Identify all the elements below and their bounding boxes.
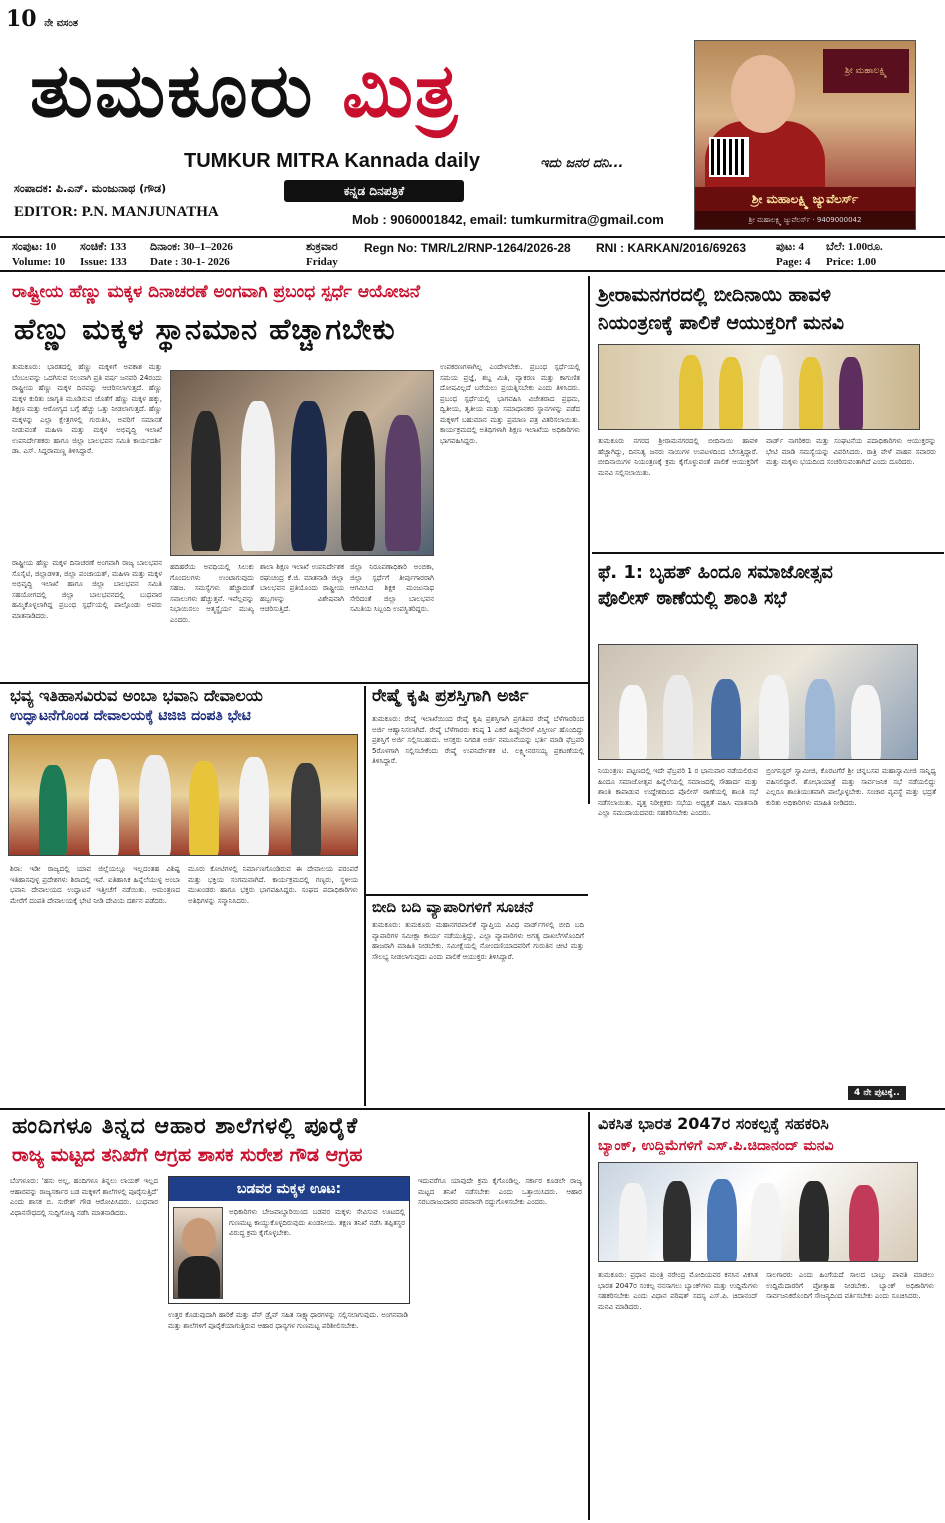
street-vendor-article[interactable]	[370, 898, 586, 1106]
person-figure	[291, 401, 327, 551]
issue-info-bar	[0, 236, 945, 272]
title-red: ಮಿತ್ರ	[342, 48, 460, 134]
viksit-column-1: ತುಮಕೂರು: ಪ್ರಧಾನ ಮಂತ್ರಿ ನರೇಂದ್ರ ಮೋದಿಯವರ ಕನಸಿನ ವಿಕಸಿತ ಭಾರತ 2047ರ ಸಂಕಲ್ಪ ನನಸಾಗಲು ಬ್ಯಾಂಕ್‌ಗಳು ಮತ್ತು ಉದ್ದಿಮೆಗಳು ಸಹಕರಿಸಬೇಕು ಎಂದು ವಿಧಾನ ಪರಿಷತ್ ಸದಸ್ಯ ಎಸ್.ಪಿ. ಚಿದಾನಂದ್ ಮನವಿ ಮಾಡಿದರು.	[598, 1271, 758, 1311]
lead-bottom-2: ಶಾಲಾ ಶಿಕ್ಷಣ ಇಲಾಖೆ ಉಪನಿರ್ದೇಶಕ ರಘುಚಂದ್ರ ಕೆ.ಜಿ. ಮಾತನಾಡಿ ಜಿಲ್ಲಾ ಬಾಲಭವನ ಪ್ರತಿಯೊಂದು ರಾಷ್ಟ್ರೀಯ ಹಬ್ಬಗಳನ್ನು ವಿಶೇಷವಾಗಿ ಆಚರಿಸುತ್ತಿದೆ.	[260, 563, 344, 613]
kn-price: ಬೆಲೆ: 1.00ರೂ.	[826, 241, 883, 253]
title-black: ತುಮಕೂರು	[30, 48, 315, 134]
stray-dog-headline-1: ಶ್ರೀರಾಮನಗರದಲ್ಲಿ ಬೀದಿನಾಯಿ ಹಾವಳಿ	[598, 284, 831, 306]
temple-photo	[8, 734, 358, 856]
qr-code-icon	[709, 137, 749, 177]
volume-number: 10	[6, 6, 37, 32]
tagline: ಇದು ಜನರ ದನಿ...	[540, 156, 624, 171]
school-food-column-1: ಬೆಂಗಳೂರು: 'ಹಸು ಅಲ್ಲ, ಹಂದಿಗಳೂ ತಿನ್ನಲು ಲಾಯಕ್ ಇಲ್ಲದ ಆಹಾರವನ್ನು ರಾಜ್ಯಸರ್ಕಾರ ಬಡ ಮಕ್ಕಳಿಗೆ ಶಾಲೆಗಳಲ್ಲಿ ಪೂರೈಸುತ್ತಿದೆ' ಎಂದು ಶಾಸಕ ಬಿ. ಸುರೇಶ್ ಗೌಡ ಆರೋಪಿಸಿದರು. ಬುಧವಾರ ವಿಧಾನಸೌಧದಲ್ಲಿ ಸುದ್ದಿಗೋಷ್ಠಿ ನಡೆಸಿ ಮಾತನಾಡಿದರು.	[10, 1177, 158, 1217]
person-figure	[139, 755, 171, 856]
rni-number: RNI : KARKAN/2016/69263	[596, 241, 747, 255]
school-food-column-2: ಉತ್ತರ ಕೊಡುವುದಾಗಿ ಹಾರಿಕೆ ಮತ್ತು ಪೆನ್ ಡ್ರೈವ್ ಸಹಿತ ಸಾಕ್ಷ್ಯಾಧಾರಗಳನ್ನು ಸಲ್ಲಿಸಲಾಗುವುದು. ಅಂಗನವಾಡಿ ಮತ್ತು ಶಾಲೆಗಳಿಗೆ ಪೂರೈಕೆಯಾಗುತ್ತಿರುವ ಆಹಾರ ಧಾನ್ಯಗಳ ಗುಣಮಟ್ಟ ಪರಿಶೀಲಿಸಬೇಕು.	[168, 1311, 408, 1330]
kn-day: ಶುಕ್ರವಾರ	[306, 241, 338, 253]
legislator-photo	[173, 1207, 223, 1299]
editor-kannada: ಸಂಪಾದಕ: ಪಿ.ಎನ್. ಮಂಜುನಾಥ (ಗೌಡ)	[14, 182, 167, 195]
lead-photo	[170, 370, 434, 556]
en-page: Page: 4	[776, 256, 811, 268]
en-date: Date : 30-1- 2026	[150, 256, 230, 268]
registration-number: Regn No: TMR/L2/RNP-1264/2026-28	[364, 241, 571, 255]
temple-headline-2: ಉದ್ಘಾಟನೆಗೊಂಡ ದೇವಾಲಯಕ್ಕೆ ಟಿಜಿಜಿ ದಂಪತಿ ಭೇಟಿ	[10, 708, 251, 724]
peace-meeting-headline-2: ಪೊಲೀಸ್ ಠಾಣೆಯಲ್ಲಿ ಶಾಂತಿ ಸಭೆ	[598, 588, 787, 609]
stray-dog-article[interactable]	[594, 276, 940, 458]
temple-headline-1: ಭವ್ಯ ಇತಿಹಾಸವಿರುವ ಅಂಬಾ ಭವಾನಿ ದೇವಾಲಯ	[10, 686, 263, 705]
en-volume: Volume: 10	[12, 256, 66, 268]
stray-dog-column-2: ವಾರ್ಡ್ ನಾಗರಿಕರು ಮತ್ತು ಸಂಘಟನೆಯ ಪದಾಧಿಕಾರಿಗಳು ಆಯುಕ್ತರನ್ನು ಭೇಟಿ ಮಾಡಿ ಸಮಸ್ಯೆಯನ್ನು ವಿವರಿಸಿದರು. ರಾತ್ರಿ ವೇಳೆ ವಾಹನ ಸವಾರರು ಮತ್ತು ಮಕ್ಕಳು ಭಯದಿಂದ ಸಂಚರಿಸುವಂತಾಗಿದೆ ಎಂದು ದೂರಿದರು.	[766, 437, 936, 466]
school-food-inset	[168, 1176, 410, 1304]
person-figure	[619, 685, 647, 760]
person-figure	[241, 401, 275, 551]
person-figure	[89, 759, 119, 856]
person-figure	[799, 1181, 829, 1262]
peace-meeting-photo	[598, 644, 918, 760]
person-figure	[849, 1185, 879, 1262]
viksit-headline-1: ವಿಕಸಿತ ಭಾರತ 2047ರ ಸಂಕಲ್ಪಕ್ಕೆ ಸಹಕರಿಸಿ	[598, 1114, 829, 1133]
lead-kicker: ರಾಷ್ಟ್ರೀಯ ಹೆಣ್ಣು ಮಕ್ಕಳ ದಿನಾಚರಣೆ ಅಂಗವಾಗಿ ಪ್ರಬಂಧ ಸ್ಪರ್ಧೆ ಆಯೋಜನೆ	[12, 282, 420, 302]
person-figure	[851, 685, 881, 760]
person-figure	[189, 761, 219, 856]
person-figure	[759, 355, 783, 430]
temple-column-2: ಮೂರು ಕೋಟಿಗಳಲ್ಲಿ ನಿರ್ಮಾಣಗೊಂಡಿರುವ ಈ ದೇವಾಲಯ ಪರಂಪರೆ ಮತ್ತು ಭಕ್ತಿಯ ಸಂಗಮವಾಗಿದೆ. ಕಾರ್ಯಕ್ರಮದಲ್ಲಿ ಗಣ್ಯರು, ಸ್ಥಳೀಯ ಮುಖಂಡರು ಹಾಗೂ ಭಕ್ತರು ಭಾಗವಹಿಸಿದ್ದರು. ಸಂಘದ ಪದಾಧಿಕಾರಿಗಳು ಅತಿಥಿಗಳನ್ನು ಸನ್ಮಾನಿಸಿದರು.	[188, 865, 358, 905]
section-divider	[366, 894, 588, 896]
section-divider	[592, 552, 944, 554]
viksit-photo	[598, 1162, 918, 1262]
subtitle-english: TUMKUR MITRA Kannada daily	[184, 150, 480, 172]
lead-headline: ಹೆಣ್ಣು ಮಕ್ಕಳ ಸ್ಥಾನಮಾನ ಹೆಚ್ಚಾಗಬೇಕು	[14, 312, 396, 346]
lead-article[interactable]	[0, 276, 586, 680]
person-figure	[805, 679, 835, 760]
person-figure	[291, 763, 321, 856]
lead-column-3: ಉಪಕರಣಗಳಾಗಿಲ್ಲ ಎಂದೇಳಬೇಕು. ಪ್ರಬಂಧ ಸ್ಪರ್ಧೆಯಲ್ಲಿ ಸಮಯ ಪ್ರಜ್ಞೆ, ಶಬ್ದ ಮಿತಿ, ವ್ಯಾಕರಣ ಮತ್ತು ಕಾಗುಣಿತ ದೋಷವಿಲ್ಲದೆ ಬರೆಯಲು ಪ್ರಯತ್ನಿಸಬೇಕು ಎಂದು ತಿಳಿಸಿದರು. ಪ್ರಬಂಧ ಸ್ಪರ್ಧೆಯಲ್ಲಿ ಭಾಗವಹಿಸಿ ವಿಜೇತರಾದ ಪ್ರಥಮ, ದ್ವಿತೀಯ, ತೃತೀಯ ಮತ್ತು ಸಮಾಧಾನಕರ ಸ್ಥಾನಗಳನ್ನು ಪಡೆದ ಮಕ್ಕಳಿಗೆ ಬಹುಮಾನ ಮತ್ತು ಪ್ರಮಾಣ ಪತ್ರ ವಿತರಿಸಲಾಯಿತು. ಕಾರ್ಯಕ್ರಮದಲ್ಲಿ ಅತಿಥಿಗಳಾಗಿ ಶಿಕ್ಷಣ ಇಲಾಖೆಯ ಅಧಿಕಾರಿಗಳು ಭಾಗವಹಿಸಿದ್ದರು.	[440, 363, 580, 445]
viksit-headline-2: ಬ್ಯಾಂಕ್, ಉದ್ದಿಮೆಗಳಿಗೆ ಎಸ್.ಪಿ.ಚಿದಾನಂದ್ ಮನವಿ	[598, 1138, 834, 1154]
lead-column-1: ತುಮಕೂರು: ಭಾರತದಲ್ಲಿ ಹೆಣ್ಣು ಮಕ್ಕಳಿಗೆ ಅವಕಾಶ ಮತ್ತು ಬೆಂಬಲವನ್ನು ಒದಗಿಸುವ ಸಲುವಾಗಿ ಪ್ರತಿ ವರ್ಷ ಜನವರಿ 24ರಂದು ರಾಷ್ಟ್ರೀಯ ಹೆಣ್ಣು ಮಕ್ಕಳ ದಿನವನ್ನು ಆಚರಿಸಲಾಗುತ್ತದೆ. ಹೆಣ್ಣು ಮಕ್ಕಳ ಕುರಿತು ಜಾಗೃತಿ ಮೂಡಿಸುವ ಜೊತೆಗೆ ಹೆಣ್ಣು ಮಕ್ಕಳ ಹಕ್ಕು, ಶಿಕ್ಷಣ ಮತ್ತು ಆರೋಗ್ಯದ ಬಗ್ಗೆ ಹೆಚ್ಚು ಒತ್ತು ನೀಡಲಾಗುತ್ತದೆ. ಹೆಣ್ಣು ಮಕ್ಕಳನ್ನು ಎಲ್ಲಾ ಕ್ಷೇತ್ರಗಳಲ್ಲಿ ಗುರುತಿಸಿ, ಅವರಿಗೆ ಸಮಾನತೆ ನೀಡುವಂತೆ ಮಹಿಳಾ ಮತ್ತು ಮಕ್ಕಳ ಅಭಿವೃದ್ಧಿ ಇಲಾಖೆ ಉಪನಿರ್ದೇಶಕರು ಹಾಗೂ ಜಿಲ್ಲಾ ಬಾಲಭವನ ಸಮಿತಿ ಕಾರ್ಯದರ್ಶಿ ಡಾ. ಎಸ್. ಸಿದ್ದರಾಮಣ್ಣ ತಿಳಿಸಿದ್ದಾರೆ.	[12, 363, 162, 455]
en-day: Friday	[306, 256, 338, 268]
continued-page-link[interactable]: 4 ನೇ ಪುಟಕ್ಕೆ..	[848, 1086, 906, 1100]
editor-english: EDITOR: P.N. MANJUNATHA	[14, 204, 219, 220]
person-figure	[751, 1183, 781, 1262]
street-vendor-body: ತುಮಕೂರು: ತುಮಕೂರು ಮಹಾನಗರಪಾಲಿಕೆ ವ್ಯಾಪ್ತಿಯ ವಿವಿಧ ವಾರ್ಡ್‌ಗಳಲ್ಲಿ ಬೀದಿ ಬದಿ ವ್ಯಾಪಾರಿಗಳ ಸಮೀಕ್ಷಾ ಕಾರ್ಯ ನಡೆಯುತ್ತಿದ್ದು, ಎಲ್ಲಾ ವ್ಯಾಪಾರಿಗಳು ಅಗತ್ಯ ದಾಖಲೆಗಳೊಂದಿಗೆ ಹಾಜರಾಗಿ ಮಾಹಿತಿ ನೀಡಬೇಕು. ಸಮೀಕ್ಷೆಯಲ್ಲಿ ನೋಂದಣಿಯಾದವರಿಗೆ ಗುರುತಿನ ಚೀಟಿ ಮತ್ತು ಸೌಲಭ್ಯ ನೀಡಲಾಗುವುದು ಎಂದು ಪಾಲಿಕೆ ಆಯುಕ್ತರು ತಿಳಿಸಿದ್ದಾರೆ.	[372, 921, 584, 961]
person-figure	[239, 757, 269, 856]
stray-dog-headline-2: ನಿಯಂತ್ರಣಕ್ಕೆ ಪಾಲಿಕೆ ಆಯುಕ್ತರಿಗೆ ಮನವಿ	[598, 312, 844, 334]
person-figure	[799, 357, 823, 430]
ad-footer: ಶ್ರೀ ಮಹಾಲಕ್ಷ್ಮಿ ಜ್ಯುವೆಲರ್ಸ್ · 9409000042	[695, 211, 915, 229]
kn-issue: ಸಂಚಿಕೆ: 133	[80, 241, 127, 253]
newspaper-title	[30, 46, 459, 136]
volume-badge	[6, 6, 78, 32]
person-figure	[711, 679, 741, 760]
shirt-shape	[178, 1256, 220, 1299]
person-figure	[839, 357, 863, 430]
person-figure	[385, 415, 421, 551]
face-shape	[182, 1218, 216, 1258]
viksit-bharat-article[interactable]	[594, 1112, 940, 1520]
person-figure	[679, 355, 703, 430]
stray-dog-column-1: ತುಮಕೂರು ನಗರದ ಶ್ರೀರಾಮನಗರದಲ್ಲಿ ಬೀದಿನಾಯಿ ಹಾವಳಿ ಹೆಚ್ಚಾಗಿದ್ದು, ದಿನನಿತ್ಯ ಜನರು ನಾಯಿಗಳ ಉಪಟಳದಿಂದ ಬೇಸತ್ತಿದ್ದಾರೆ. ಬೀದಿನಾಯಿಗಳ ನಿಯಂತ್ರಣಕ್ಕೆ ಕ್ರಮ ಕೈಗೊಳ್ಳುವಂತೆ ಪಾಲಿಕೆ ಆಯುಕ್ತರಿಗೆ ಮನವಿ ಸಲ್ಲಿಸಲಾಯಿತು.	[598, 437, 758, 477]
sericulture-body: ತುಮಕೂರು: ರೇಷ್ಮೆ ಇಲಾಖೆಯಿಂದ ರೇಷ್ಮೆ ಕೃಷಿ ಪ್ರಶಸ್ತಿಗಾಗಿ ಪ್ರಗತಿಪರ ರೇಷ್ಮೆ ಬೆಳೆಗಾರರಿಂದ ಅರ್ಜಿ ಆಹ್ವಾನಿಸಲಾಗಿದೆ. ರೇಷ್ಮೆ ಬೆಳೆಗಾರರು ಕನಿಷ್ಠ 1 ಎಕರೆ ಹಿಪ್ಪುನೇರಳೆ ವಿಸ್ತೀರ್ಣ ಹೊಂದಿದ್ದು ಪ್ರಶಸ್ತಿಗೆ ಅರ್ಜಿ ಸಲ್ಲಿಸಬಹುದು. ಆಸಕ್ತರು ನಿಗದಿತ ಅರ್ಜಿ ನಮೂನೆಯನ್ನು ಭರ್ತಿ ಮಾಡಿ ಫೆಬ್ರವರಿ 5ರೊಳಗಾಗಿ ಸಲ್ಲಿಸಬೇಕೆಂದು ರೇಷ್ಮೆ ಉಪನಿರ್ದೇಶಕ ಟಿ. ಲಕ್ಷ್ಮೀನರಸಯ್ಯ ಪ್ರಕಟಣೆಯಲ್ಲಿ ತಿಳಿಸಿದ್ದಾರೆ.	[372, 715, 584, 765]
lead-bottom-3: ಜಿಲ್ಲಾ ನಿರೂಪಣಾಧಿಕಾರಿ ಅಂಬಿಕಾ, ಜಿಲ್ಲಾ ಸ್ಪರ್ಧೆಗೆ ತೀರ್ಪುಗಾರರಾಗಿ ಆಗಮಿಸಿದ ಶಿಕ್ಷಕ ಮಂಜುನಾಥ ಸೇರಿದಂತೆ ಜಿಲ್ಲಾ ಬಾಲಭವನ ಸಮಿತಿಯ ಸಿಬ್ಬಂದಿ ಉಪಸ್ಥಿತರಿದ್ದರು.	[350, 563, 434, 613]
person-figure	[663, 675, 693, 760]
street-vendor-headline: ಬೀದಿ ಬದಿ ವ್ಯಾಪಾರಿಗಳಿಗೆ ಸೂಚನೆ	[372, 898, 534, 916]
kn-page: ಪುಟ: 4	[776, 241, 805, 253]
person-figure	[663, 1181, 691, 1262]
viksit-column-2: ಸಾಲಗಾರರು ಎಂದು ಹಿಂಗೆಯದೆ ಸಾಲದ ಬಾಬ್ತು ಪಾವತಿ ಮಾಡಲು ಉದ್ದಿಮೆದಾರರಿಗೆ ಪ್ರೋತ್ಸಾಹ ನೀಡಬೇಕು. ಬ್ಯಾಂಕ್ ಅಧಿಕಾರಿಗಳು ಸಾರ್ವಜನಿಕರೊಂದಿಗೆ ಸೌಜನ್ಯದಿಂದ ವರ್ತಿಸಬೇಕು ಎಂದು ಸೂಚಿಸಿದರು.	[766, 1271, 934, 1300]
school-food-headline-1: ಹಂದಿಗಳೂ ತಿನ್ನದ ಆಹಾರ ಶಾಲೆಗಳಲ್ಲಿ ಪೂರೈಕೆ	[12, 1114, 359, 1139]
column-divider	[588, 1112, 590, 1520]
ad-model-face	[731, 55, 795, 133]
ad-banner: ಶ್ರೀ ಮಹಾಲಕ್ಷ್ಮಿ ಜ್ಯುವೆಲರ್ಸ್	[695, 187, 915, 211]
kn-volume: ಸಂಪುಟ: 10	[12, 241, 57, 253]
temple-article[interactable]	[0, 686, 362, 1106]
school-food-article[interactable]	[0, 1112, 586, 1520]
jewellery-advertisement[interactable]	[694, 40, 916, 230]
inset-title: ಬಡವರ ಮಕ್ಕಳ ಊಟ:	[169, 1177, 409, 1201]
peace-meeting-headline-1: ಫೆ. 1: ಬೃಹತ್ ಹಿಂದೂ ಸಮಾಜೋತ್ಸವ	[598, 562, 833, 583]
sericulture-headline: ರೇಷ್ಮೆ ಕೃಷಿ ಪ್ರಶಸ್ತಿಗಾಗಿ ಅರ್ಜಿ	[372, 686, 529, 706]
school-food-headline-2: ರಾಜ್ಯ ಮಟ್ಟದ ತನಿಖೆಗೆ ಆಗ್ರಹ ಶಾಸಕ ಸುರೇಶ ಗೌಡ ಆಗ್ರಹ	[12, 1144, 363, 1166]
en-issue: Issue: 133	[80, 256, 127, 268]
peace-meeting-column-1: ನಿಯಂತ್ರಣ: ಪಟ್ಟಣದಲ್ಲಿ ಇದೇ ಫೆಬ್ರವರಿ 1 ರ ಭಾನುವಾರ ನಡೆಯಲಿರುವ ಹಿಂದೂ ಸಮಾಜೋತ್ಸವ ಹಿನ್ನೆಲೆಯಲ್ಲಿ ಸಮಾಜದಲ್ಲಿ ಸೌಹಾರ್ದ ಮತ್ತು ಶಾಂತಿ ಕಾಪಾಡುವ ಉದ್ದೇಶದಿಂದ ಪೊಲೀಸ್ ಠಾಣೆಯಲ್ಲಿ ಶಾಂತಿ ಸಭೆ ನಡೆಸಲಾಯಿತು. ವೃತ್ತ ನಿರೀಕ್ಷಕರು ಸಭೆಯ ಅಧ್ಯಕ್ಷತೆ ವಹಿಸಿ ಮಾತನಾಡಿ ಎಲ್ಲಾ ಸಮುದಾಯದವರು ಸಹಕರಿಸಬೇಕು ಎಂದರು.	[598, 767, 758, 817]
volume-suffix: ನೇ ವಸಂತ	[44, 18, 79, 29]
column-divider	[588, 276, 590, 804]
temple-column-1: ಶಿರಾ: ಇಡೀ ರಾಜ್ಯದಲ್ಲಿ ಯಾವ ಜಿಲ್ಲೆಯಲ್ಲೂ ಇಲ್ಲದಂತಹ ವಿಶಿಷ್ಟ ಇತಿಹಾಸವುಳ್ಳ ಪ್ರದೇಶಗಳು ಶಿರಾದಲ್ಲಿ ಇವೆ. ಐತಿಹಾಸಿಕ ಹಿನ್ನೆಲೆಯುಳ್ಳ ಅಂಬಾ ಭವಾನಿ ದೇವಾಲಯದ ಉದ್ಘಾಟನೆ ಇತ್ತೀಚೆಗೆ ನಡೆಯಿತು. ಆಮಂತ್ರಣದ ಮೇರೆಗೆ ದಂಪತಿ ದೇವಾಲಯಕ್ಕೆ ಭೇಟಿ ನೀಡಿ ದೇವಿಯ ದರ್ಶನ ಪಡೆದರು.	[10, 865, 180, 905]
contact-line: Mob : 9060001842, email: tumkurmitra@gmail.com	[352, 212, 664, 227]
section-divider	[0, 682, 588, 684]
person-figure	[707, 1179, 737, 1262]
sericulture-article[interactable]	[370, 686, 586, 890]
column-divider	[364, 686, 366, 1106]
ad-brand-logo: ಶ್ರೀ ಮಹಾಲಕ್ಷ್ಮಿ	[823, 49, 909, 93]
lead-column-1b: ರಾಷ್ಟ್ರೀಯ ಹೆಣ್ಣು ಮಕ್ಕಳ ದಿನಾಚರಣೆ ಅಂಗವಾಗಿ ರಾಜ್ಯ ಬಾಲಭವನ ಸೊಸೈಟಿ, ಜಿಲ್ಲಾಡಳಿತ, ಜಿಲ್ಲಾ ಪಂಚಾಯತ್, ಮಹಿಳಾ ಮತ್ತು ಮಕ್ಕಳ ಅಭಿವೃದ್ಧಿ ಇಲಾಖೆ ಹಾಗೂ ಜಿಲ್ಲಾ ಬಾಲಭವನ ಸಮಿತಿ ಸಹಯೋಗದಲ್ಲಿ ಜಿಲ್ಲಾ ಬಾಲಭವನದಲ್ಲಿ ಬುಧವಾರ ಹಮ್ಮಿಕೊಳ್ಳಲಾಗಿದ್ದ ಪ್ರಬಂಧ ಸ್ಪರ್ಧೆಯಲ್ಲಿ ಪಾಲ್ಗೊಂಡು ಅವರು ಮಾತನಾಡಿದರು.	[12, 559, 162, 620]
en-price: Price: 1.00	[826, 256, 877, 268]
person-figure	[39, 765, 67, 856]
person-figure	[759, 675, 789, 760]
kn-date: ದಿನಾಂಕ: 30–1–2026	[150, 241, 233, 253]
inset-body: ಅಧಿಕಾರಿಗಳು ಬೇಜವಾಬ್ದಾರಿಯಿಂದ ಬಡವರ ಮಕ್ಕಳು ಸೇವಿಸುವ ಊಟದಲ್ಲಿ ಗುಣಮಟ್ಟ ಕಾಯ್ದುಕೊಳ್ಳದಿರುವುದು ಖಂಡನೀಯ. ತಕ್ಷಣ ತನಿಖೆ ನಡೆಸಿ ತಪ್ಪಿತಸ್ಥರ ವಿರುದ್ಧ ಕ್ರಮ ಕೈಗೊಳ್ಳಬೇಕು.	[229, 1208, 405, 1237]
person-figure	[719, 357, 743, 430]
peace-meeting-column-2: ಬ್ರಿಂಗನಿಸ್ಟರ್ ಸ್ವಾಮೀಜಿ, ಕೊರಟಗೆರೆ ಶ್ರೀ ಚನ್ನಬಸವ ಮಹಾಸ್ವಾಮೀಜಿ ಸಾನ್ನಿಧ್ಯ ವಹಿಸಲಿದ್ದಾರೆ. ಶೋಭಾಯಾತ್ರೆ ಮತ್ತು ಸಾರ್ವಜನಿಕ ಸಭೆ ನಡೆಯಲಿದ್ದು ಎಲ್ಲರೂ ಶಾಂತಿಯುತವಾಗಿ ಪಾಲ್ಗೊಳ್ಳಬೇಕು. ಸಂಚಾರ ವ್ಯವಸ್ಥೆ ಮತ್ತು ಭದ್ರತೆ ಕುರಿತು ಅಧಿಕಾರಿಗಳು ಮಾಹಿತಿ ನೀಡಿದರು.	[766, 767, 936, 807]
section-divider	[0, 1108, 945, 1110]
person-figure	[191, 411, 221, 551]
daily-label: ಕನ್ನಡ ದಿನಪತ್ರಿಕೆ	[284, 180, 464, 202]
person-figure	[619, 1183, 647, 1262]
person-figure	[341, 411, 375, 551]
stray-dog-photo	[598, 344, 920, 430]
lead-bottom-1: ಹದಿಹರೆಯ ಅವಧಿಯಲ್ಲಿ ಸಿಲುಕು ಗೊಂದಲಗಳು ಉಂಟಾಗುವುದು ಸಹಜ. ಸಮಸ್ಯೆಗಳು ಹೆಚ್ಚಾದಂತೆ ಸವಾಲುಗಳು ಹೆಚ್ಚುತ್ತವೆ. ಇವೆಲ್ಲವನ್ನು ನಿಭಾಯಿಸಲು ಆತ್ಮಸ್ಥೈರ್ಯ ಮುಖ್ಯ ಎಂದರು.	[170, 563, 254, 624]
school-food-column-3: ಇದುವರೆಗೂ ಯಾವುದೇ ಕ್ರಮ ಕೈಗೊಂಡಿಲ್ಲ. ಸರ್ಕಾರ ಕೂಡಲೇ ರಾಜ್ಯ ಮಟ್ಟದ ತನಿಖೆ ನಡೆಸಬೇಕು ಎಂದು ಒತ್ತಾಯಿಸಿದರು. ಆಹಾರ ಸರಬರಾಜುದಾರರ ಪರವಾನಗಿ ರದ್ದುಗೊಳಿಸಬೇಕು ಎಂದರು.	[418, 1177, 582, 1206]
